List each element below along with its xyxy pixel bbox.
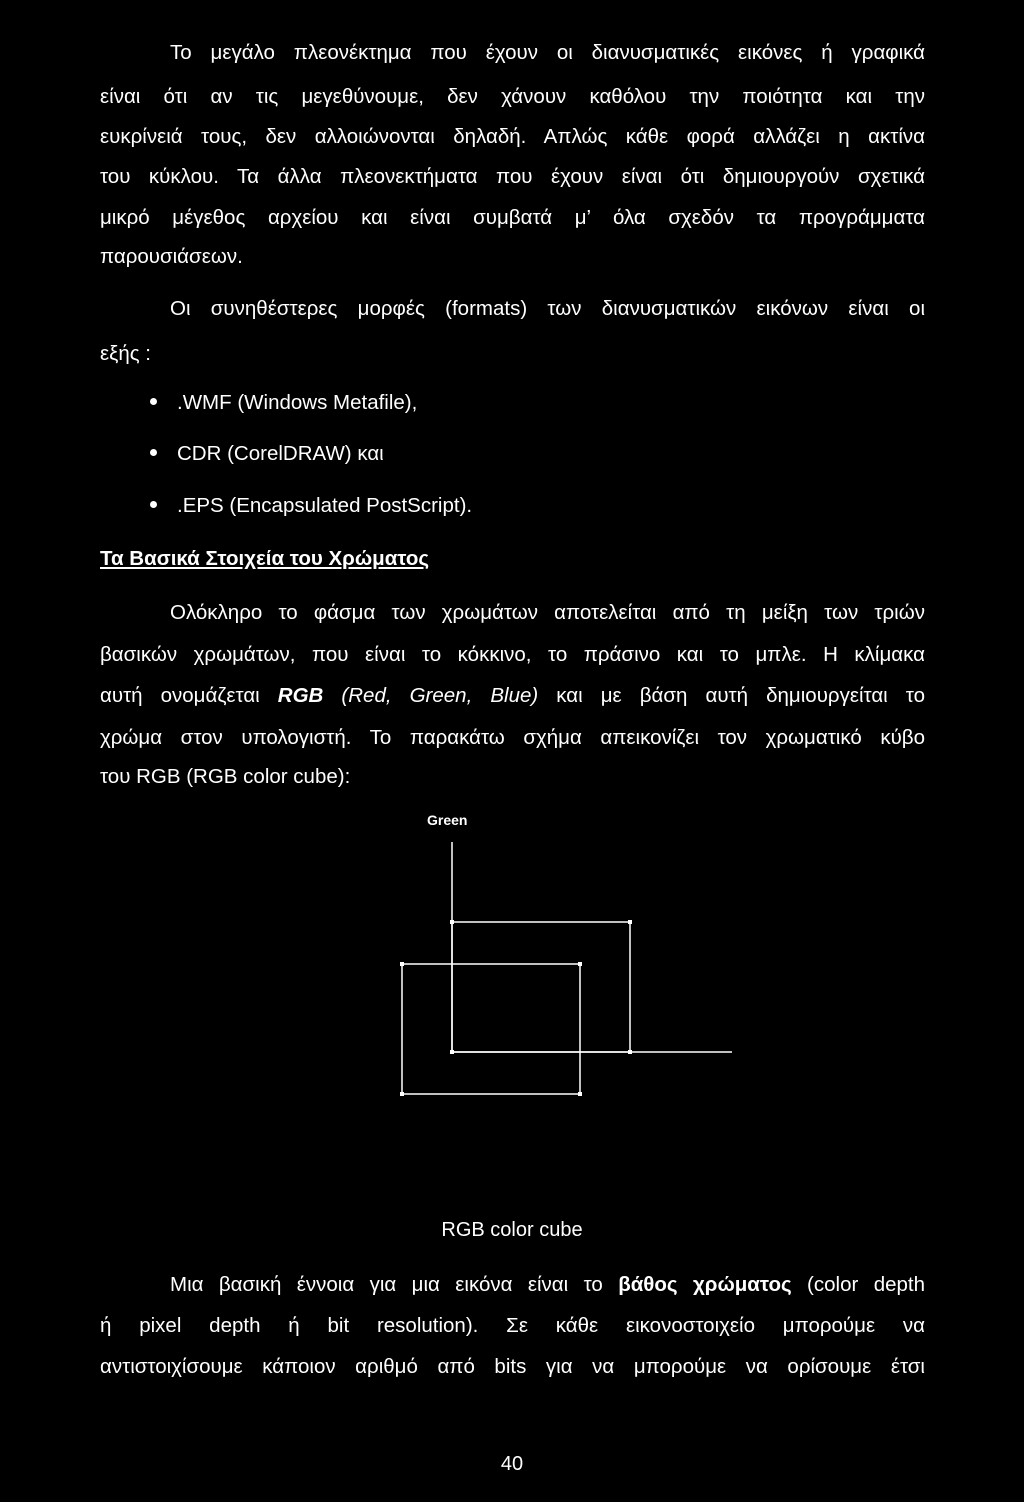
vertex-marker <box>450 1050 454 1054</box>
rgb-cube-diagram <box>380 830 740 1110</box>
paragraph-2-line-2: εξής : <box>100 342 151 365</box>
paragraph-1-line-4: του κύκλου. Τα άλλα πλεονεκτήματα που έχουν είναι ότι δημιουργούν σχετικά <box>100 165 925 188</box>
paragraph-3-line-1: Ολόκληρο το φάσμα των χρωμάτων αποτελείται από τη μείξη των τριών <box>170 601 925 624</box>
color-depth-term: βάθος χρώματος <box>618 1273 792 1296</box>
bullet-icon <box>150 501 157 508</box>
paragraph-2-line-1: Οι συνηθέστερες μορφές (formats) των διανυσματικών εικόνων είναι οι <box>170 297 925 320</box>
vertex-marker <box>400 1092 404 1096</box>
vertex-marker <box>450 920 454 924</box>
paragraph-3-line-3 <box>100 683 925 709</box>
paragraph-3-line-5: του RGB (RGB color cube): <box>100 765 351 788</box>
paragraph-4-line-2: ή pixel depth ή bit resolution). Σε κάθε εικονοστοιχείο μπορούμε να <box>100 1314 925 1337</box>
paragraph-4-line-1 <box>170 1272 925 1298</box>
paragraph-1-line-3: ευκρίνειά τους, δεν αλλοιώνονται δηλαδή. Απλώς κάθε φορά αλλάζει η ακτίνα <box>100 125 925 148</box>
paragraph-1-line-5: μικρό μέγεθος αρχείου και είναι συμβατά μ’ όλα σχεδόν τα προγράμματα <box>100 206 925 229</box>
vertex-marker <box>400 962 404 966</box>
vertex-marker <box>578 1092 582 1096</box>
cube-back-face <box>452 922 630 1052</box>
vertex-marker <box>628 920 632 924</box>
cube-front-face <box>402 964 580 1094</box>
page-number: 40 <box>500 1453 524 1475</box>
green-axis-label: Green <box>427 812 468 828</box>
section-heading: Τα Βασικά Στοιχεία του Χρώματος <box>100 547 430 570</box>
paragraph-4-line-3: αντιστοιχίσουμε κάποιον αριθμό από bits για να μπορούμε να ορίσουμε έτσι <box>100 1355 925 1378</box>
paragraph-1-line-6: παρουσιάσεων. <box>100 245 243 268</box>
format-label: .WMF (Windows Metafile), <box>177 391 418 414</box>
paragraph-3-line-2: βασικών χρωμάτων, που είναι το κόκκινο, το πράσινο και το μπλε. Η κλίμακα <box>100 643 925 666</box>
rgb-term: RGB <box>277 684 324 707</box>
paragraph-1-line-1: Το μεγάλο πλεονέκτημα που έχουν οι διανυσματικές εικόνες ή γραφικά <box>170 41 925 64</box>
paragraph-3-line-4: χρώμα στον υπολογιστή. Το παρακάτω σχήμα απεικονίζει τον χρωματικό κύβο <box>100 726 925 749</box>
format-label: .EPS (Encapsulated PostScript). <box>177 494 473 517</box>
rgb-expansion: (Red, Green, Blue) <box>323 684 539 707</box>
format-label: CDR (CorelDRAW) και <box>177 442 384 465</box>
paragraph-3-line-3-post: και με βάση αυτή δημιουργείται το <box>538 684 925 707</box>
bullet-icon <box>150 449 157 456</box>
vertex-marker <box>628 1050 632 1054</box>
paragraph-4-line-1-pre: Μια βασική έννοια για μια εικόνα είναι το <box>170 1273 619 1296</box>
format-list-item <box>150 390 417 416</box>
paragraph-1-line-2: είναι ότι αν τις μεγεθύνουμε, δεν χάνουν καθόλου την ποιότητα και την <box>100 85 925 108</box>
bullet-icon <box>150 398 157 405</box>
format-list-item <box>150 493 472 519</box>
figure-caption: RGB color cube <box>441 1219 583 1241</box>
paragraph-3-line-3-pre: αυτή ονομάζεται <box>100 684 278 707</box>
vertex-marker <box>578 962 582 966</box>
paragraph-4-line-1-post: (color depth <box>791 1273 926 1296</box>
format-list-item <box>150 441 384 467</box>
